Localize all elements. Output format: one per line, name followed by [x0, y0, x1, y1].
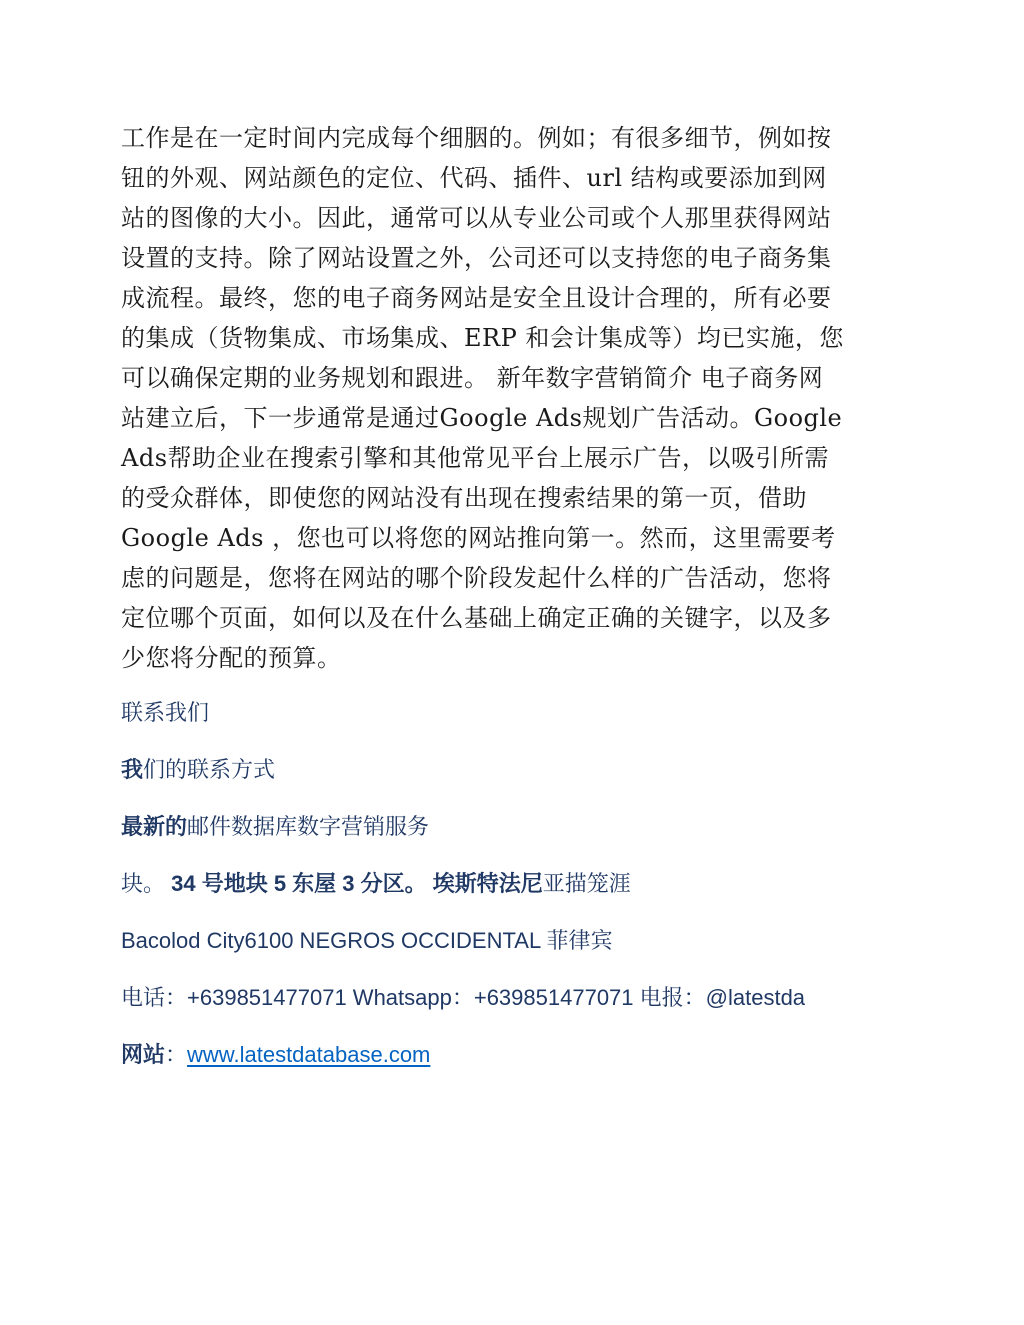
paragraph-line: 少您将分配的预算。 — [121, 644, 342, 672]
latest-bold: 最新的 — [121, 814, 188, 839]
address-block-text: 块。 — [121, 872, 166, 897]
paragraph-line: 设置的支持。除了网站设置之外，公司还可以支持您的电子商务集 — [121, 244, 832, 272]
latest-services-text: 邮件数据库数字营销服务 — [187, 815, 430, 840]
paragraph-line: 工作是在一定时间内完成每个细胭的。例如；有很多细节，例如按 — [121, 124, 832, 152]
paragraph-line: 站的图像的大小。因此，通常可以从专业公司或个人那里获得网站 — [121, 204, 832, 232]
website-link[interactable]: www.latestdatabase.com — [187, 1042, 431, 1067]
contact-methods-text: 们的联系方式 — [143, 758, 276, 783]
paragraph-line: 站建立后，下一步通常是通过Google Ads规划广告活动。Google — [121, 404, 843, 432]
paragraph-line: 可以确保定期的业务规划和跟进。 新年数字营销简介 电子商务网 — [121, 364, 824, 392]
address-lot-text: 34 号地 — [165, 871, 246, 896]
telegram-handle: @latestda — [705, 985, 806, 1010]
address-line-1 — [121, 869, 631, 900]
paragraph-line: 虑的问题是，您将在网站的哪个阶段发起什么样的广告活动，您将 — [121, 564, 832, 592]
phone-line — [121, 983, 805, 1014]
paragraph-line: 的集成（货物集成、市场集成、ERP 和会计集成等）均已实施，您 — [121, 324, 844, 352]
contact-methods-line — [121, 755, 275, 786]
latest-services-line — [121, 812, 429, 843]
website-line — [121, 1040, 430, 1071]
phone-number-text: +639851477071 Whatsapp：+639851477071 — [187, 985, 640, 1010]
phone-label: 电话： — [121, 986, 188, 1011]
contact-methods-bold: 我 — [121, 757, 144, 782]
body-paragraph — [121, 118, 901, 678]
telegram-label: 电报： — [639, 986, 706, 1011]
address-city-text: Bacolod City6100 NEGROS OCCIDENTAL 菲律 — [121, 928, 591, 953]
paragraph-line: Google Ads ，您也可以将您的网站推向第一。然而，这里需要考 — [121, 524, 836, 552]
website-label: 网站 — [121, 1042, 166, 1067]
paragraph-line: 成流程。最终，您的电子商务网站是安全且设计合理的，所有必要 — [121, 284, 832, 312]
address-district-text: 块 5 东屋 3 分区。 埃斯特法尼 — [245, 871, 543, 896]
contact-heading: 联系我们 — [121, 700, 210, 725]
paragraph-line: 钮的外观、网站颜色的定位、代码、插件、url 结构或要添加到网 — [121, 164, 827, 192]
address-country-text: 宾 — [590, 929, 613, 954]
paragraph-line: 的受众群体，即使您的网站没有出现在搜索结果的第一页，借助 — [121, 484, 807, 512]
website-separator: ： — [165, 1043, 188, 1068]
paragraph-line: Ads帮助企业在搜索引擎和其他常见平台上展示广告，以吸引所需 — [121, 444, 830, 472]
address-region-text: 亚描笼涯 — [542, 872, 631, 897]
address-line-2 — [121, 926, 613, 957]
paragraph-line: 定位哪个页面，如何以及在什么基础上确定正确的关键字，以及多 — [121, 604, 832, 632]
